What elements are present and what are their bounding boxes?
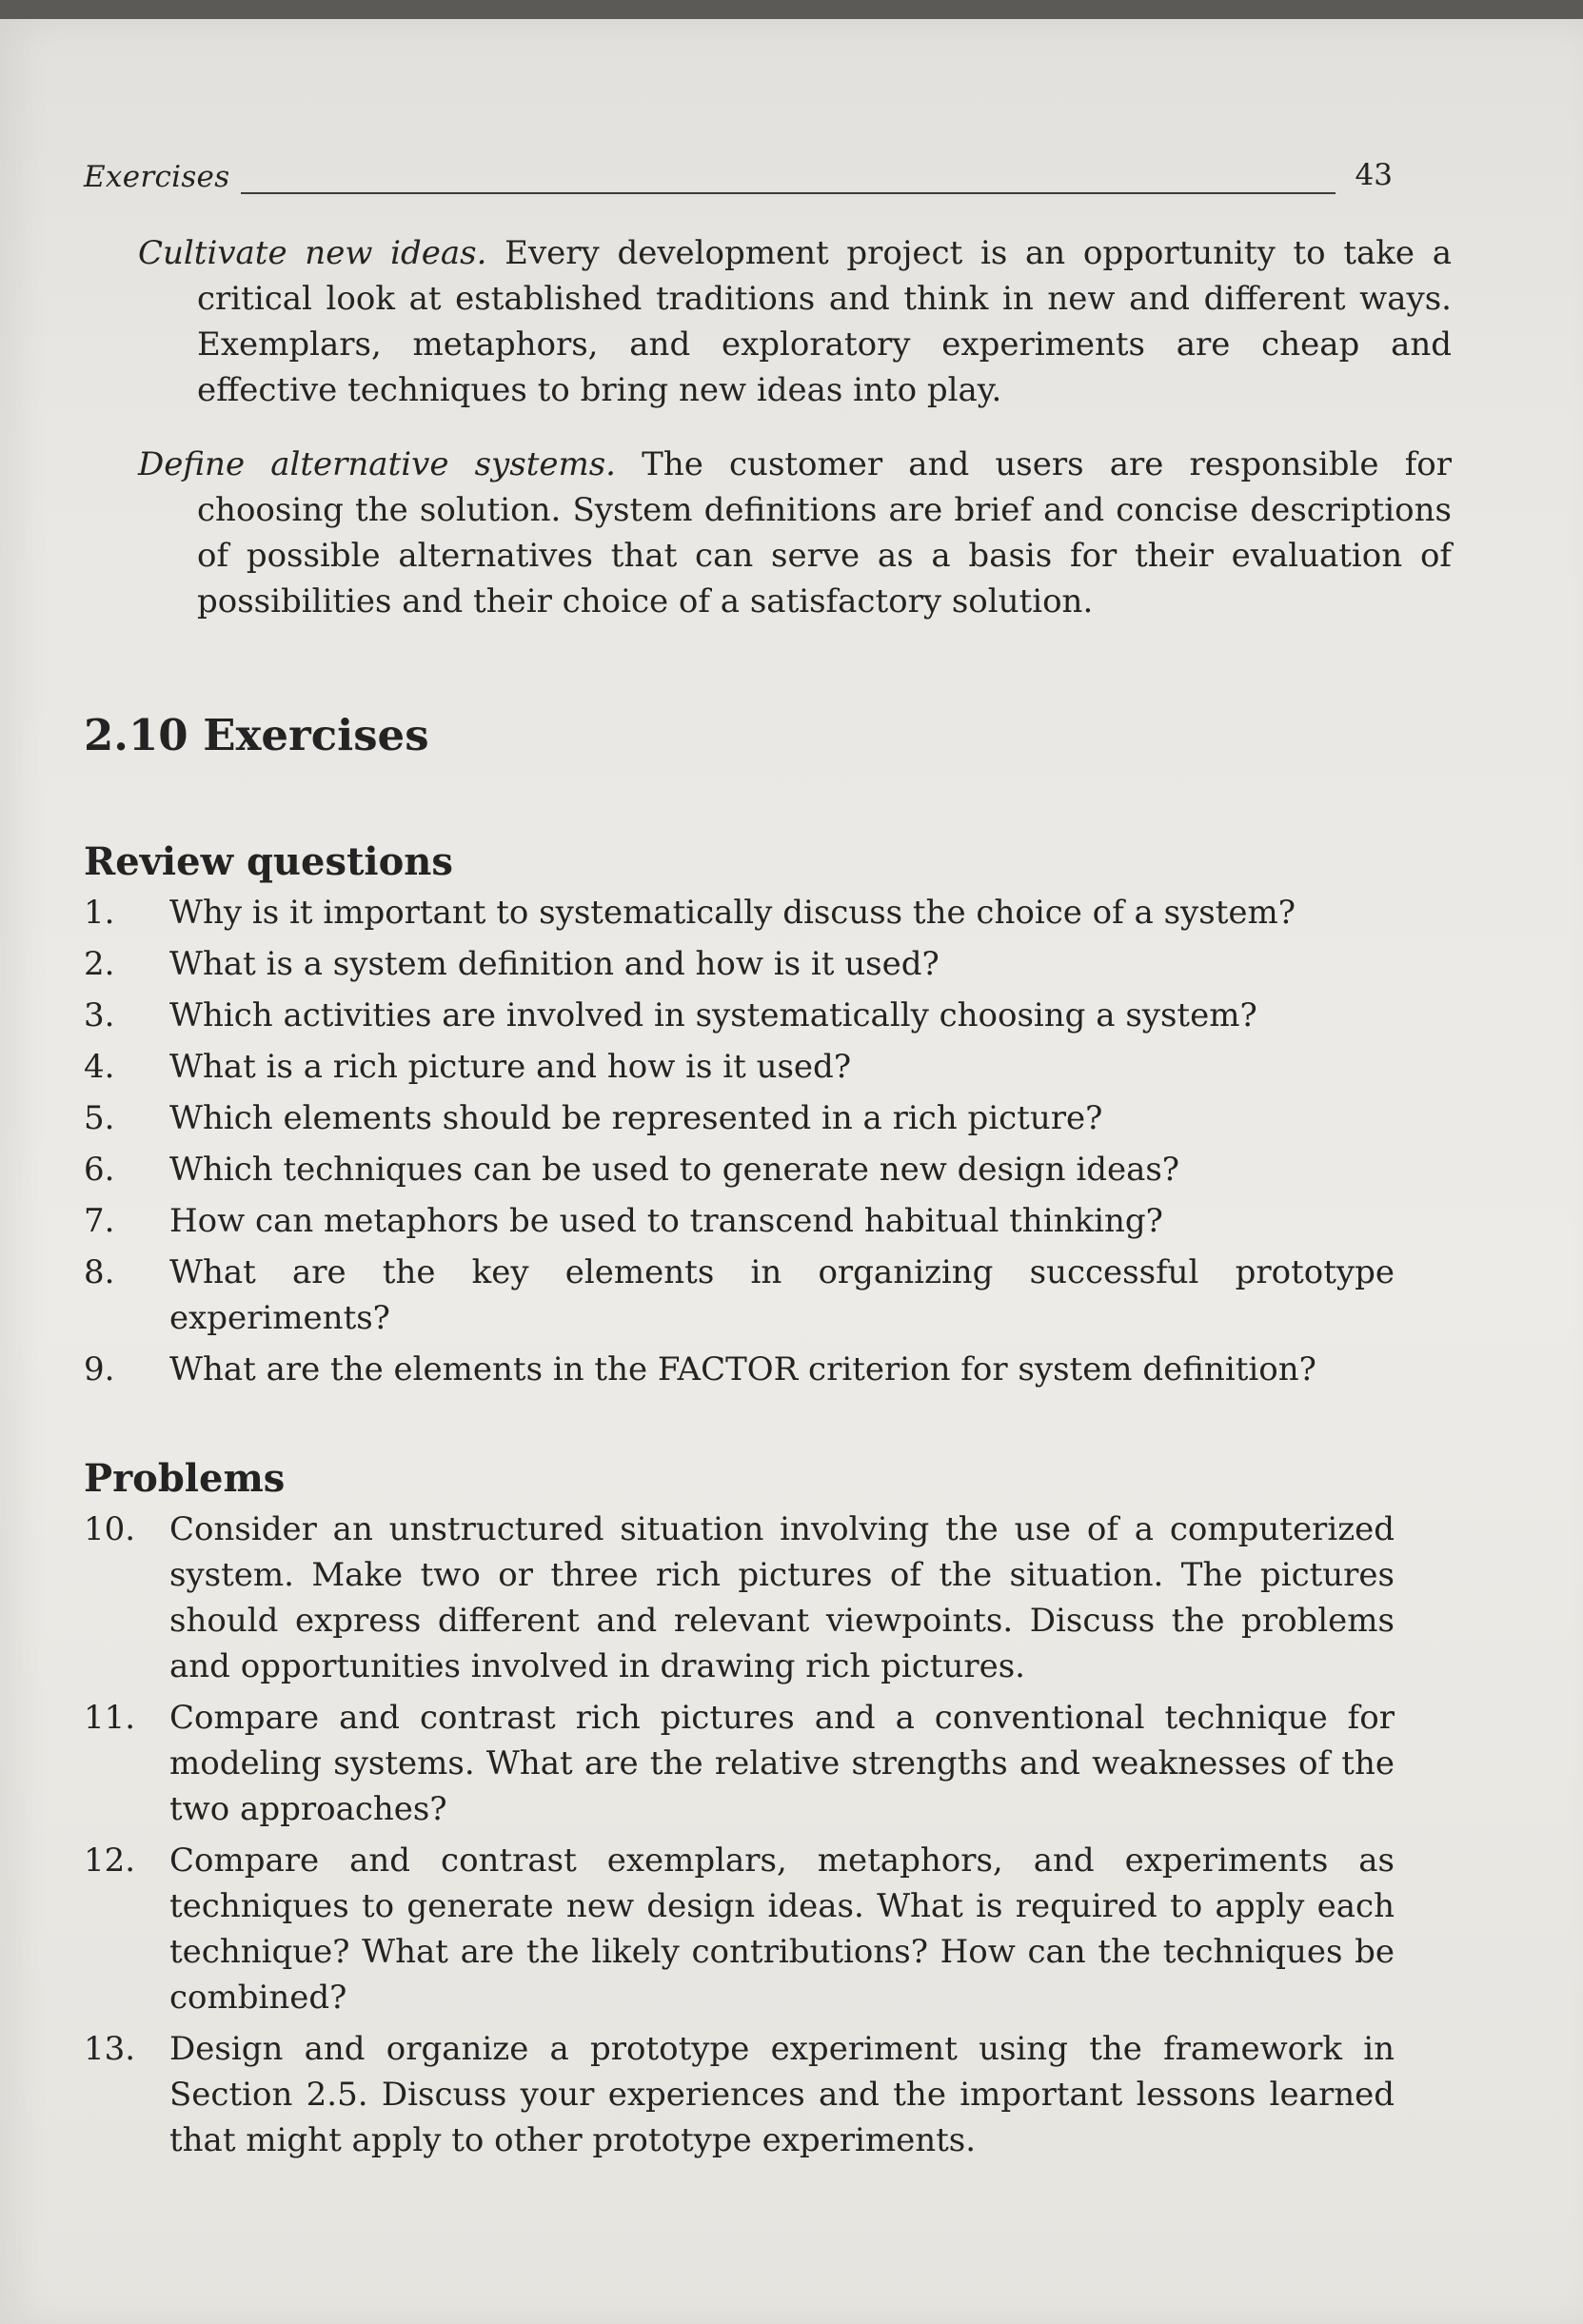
item-text: What is a system definition and how is it used?: [169, 945, 940, 983]
item-number: 13.: [84, 2030, 136, 2068]
problems-heading: Problems: [84, 1456, 286, 1501]
item-text: Which elements should be represented in a rich picture?: [169, 1099, 1103, 1137]
item-text: What are the key elements in organizing successful prototype experiments?: [169, 1253, 1395, 1337]
item-number: 12.: [84, 1841, 136, 1880]
item-text: What is a rich picture and how is it used?: [169, 1048, 852, 1086]
running-head: Exercises: [84, 160, 230, 194]
intro-text: The customer and users are responsible for choosing the solution. System definitions are brief and concise descriptions of possible alternatives that can serve as a basis for their evaluation of possibilities and their choice of a satisfactory solution.: [197, 445, 1453, 620]
item-number: 6.: [84, 1151, 115, 1189]
page-header: [84, 143, 1393, 194]
item-number: 11.: [84, 1699, 136, 1737]
item-number: 10.: [84, 1510, 136, 1548]
intro-term: Cultivate new ideas.: [138, 234, 487, 272]
item-text: Compare and contrast exemplars, metaphors, and experiments as techniques to generate new design ideas. What is required to apply each technique? What are the likely contributions? How can the techniques be combined?: [169, 1841, 1395, 2017]
list-item: [84, 941, 1395, 987]
item-number: 7.: [84, 1202, 115, 1240]
item-text: Compare and contrast rich pictures and a conventional technique for modeling systems. What are the relative strengths and weaknesses of the two approaches?: [169, 1699, 1395, 1828]
item-number: 4.: [84, 1048, 115, 1086]
list-item: [84, 890, 1395, 936]
intro-paragraph-define: [138, 442, 1452, 624]
section-title: 2.10 Exercises: [84, 710, 429, 760]
list-item: [84, 1198, 1395, 1244]
review-questions-heading: Review questions: [84, 839, 453, 884]
list-item: [84, 1347, 1395, 1392]
intro-paragraph-cultivate: [138, 230, 1452, 413]
list-item: [84, 1147, 1395, 1192]
item-text: Consider an unstructured situation involving the use of a computerized system. Make two or three rich pictures of the situation. The pictures should express different and relevant viewpoints. Discuss the problems and opportunities involved in drawing rich pictures.: [169, 1510, 1395, 1685]
intro-term: Define alternative systems.: [138, 445, 616, 483]
list-item: [84, 1250, 1395, 1341]
item-number: 2.: [84, 945, 115, 983]
list-item: [84, 1095, 1395, 1141]
item-text: Why is it important to systematically discuss the choice of a system?: [169, 894, 1296, 932]
item-number: 1.: [84, 894, 115, 932]
page-number: 43: [1355, 158, 1393, 192]
book-page: [0, 19, 1583, 2324]
item-number: 3.: [84, 996, 115, 1034]
item-number: 9.: [84, 1350, 115, 1388]
list-item: [84, 993, 1395, 1038]
list-item: [84, 1695, 1395, 1832]
item-text: Design and organize a prototype experiment using the framework in Section 2.5. Discuss your experiences and the important lessons learned that might apply to other prototype experiments.: [169, 2030, 1395, 2159]
header-rule: [241, 192, 1336, 194]
item-text: What are the elements in the FACTOR criterion for system definition?: [169, 1350, 1316, 1388]
item-text: Which activities are involved in systematically choosing a system?: [169, 996, 1257, 1034]
item-number: 5.: [84, 1099, 115, 1137]
list-item: [84, 2026, 1395, 2163]
list-item: [84, 1507, 1395, 1689]
problems-list: [84, 1507, 1395, 2169]
review-questions-list: [84, 890, 1395, 1398]
item-number: 8.: [84, 1253, 115, 1291]
list-item: [84, 1044, 1395, 1090]
item-text: Which techniques can be used to generate new design ideas?: [169, 1151, 1180, 1189]
intro-text: Every development project is an opportunity to take a critical look at established traditions and think in new and different ways. Exemplars, metaphors, and exploratory experiments are cheap and effective techniques to bring new ideas into play.: [197, 234, 1452, 409]
list-item: [84, 1838, 1395, 2020]
item-text: How can metaphors be used to transcend habitual thinking?: [169, 1202, 1163, 1240]
